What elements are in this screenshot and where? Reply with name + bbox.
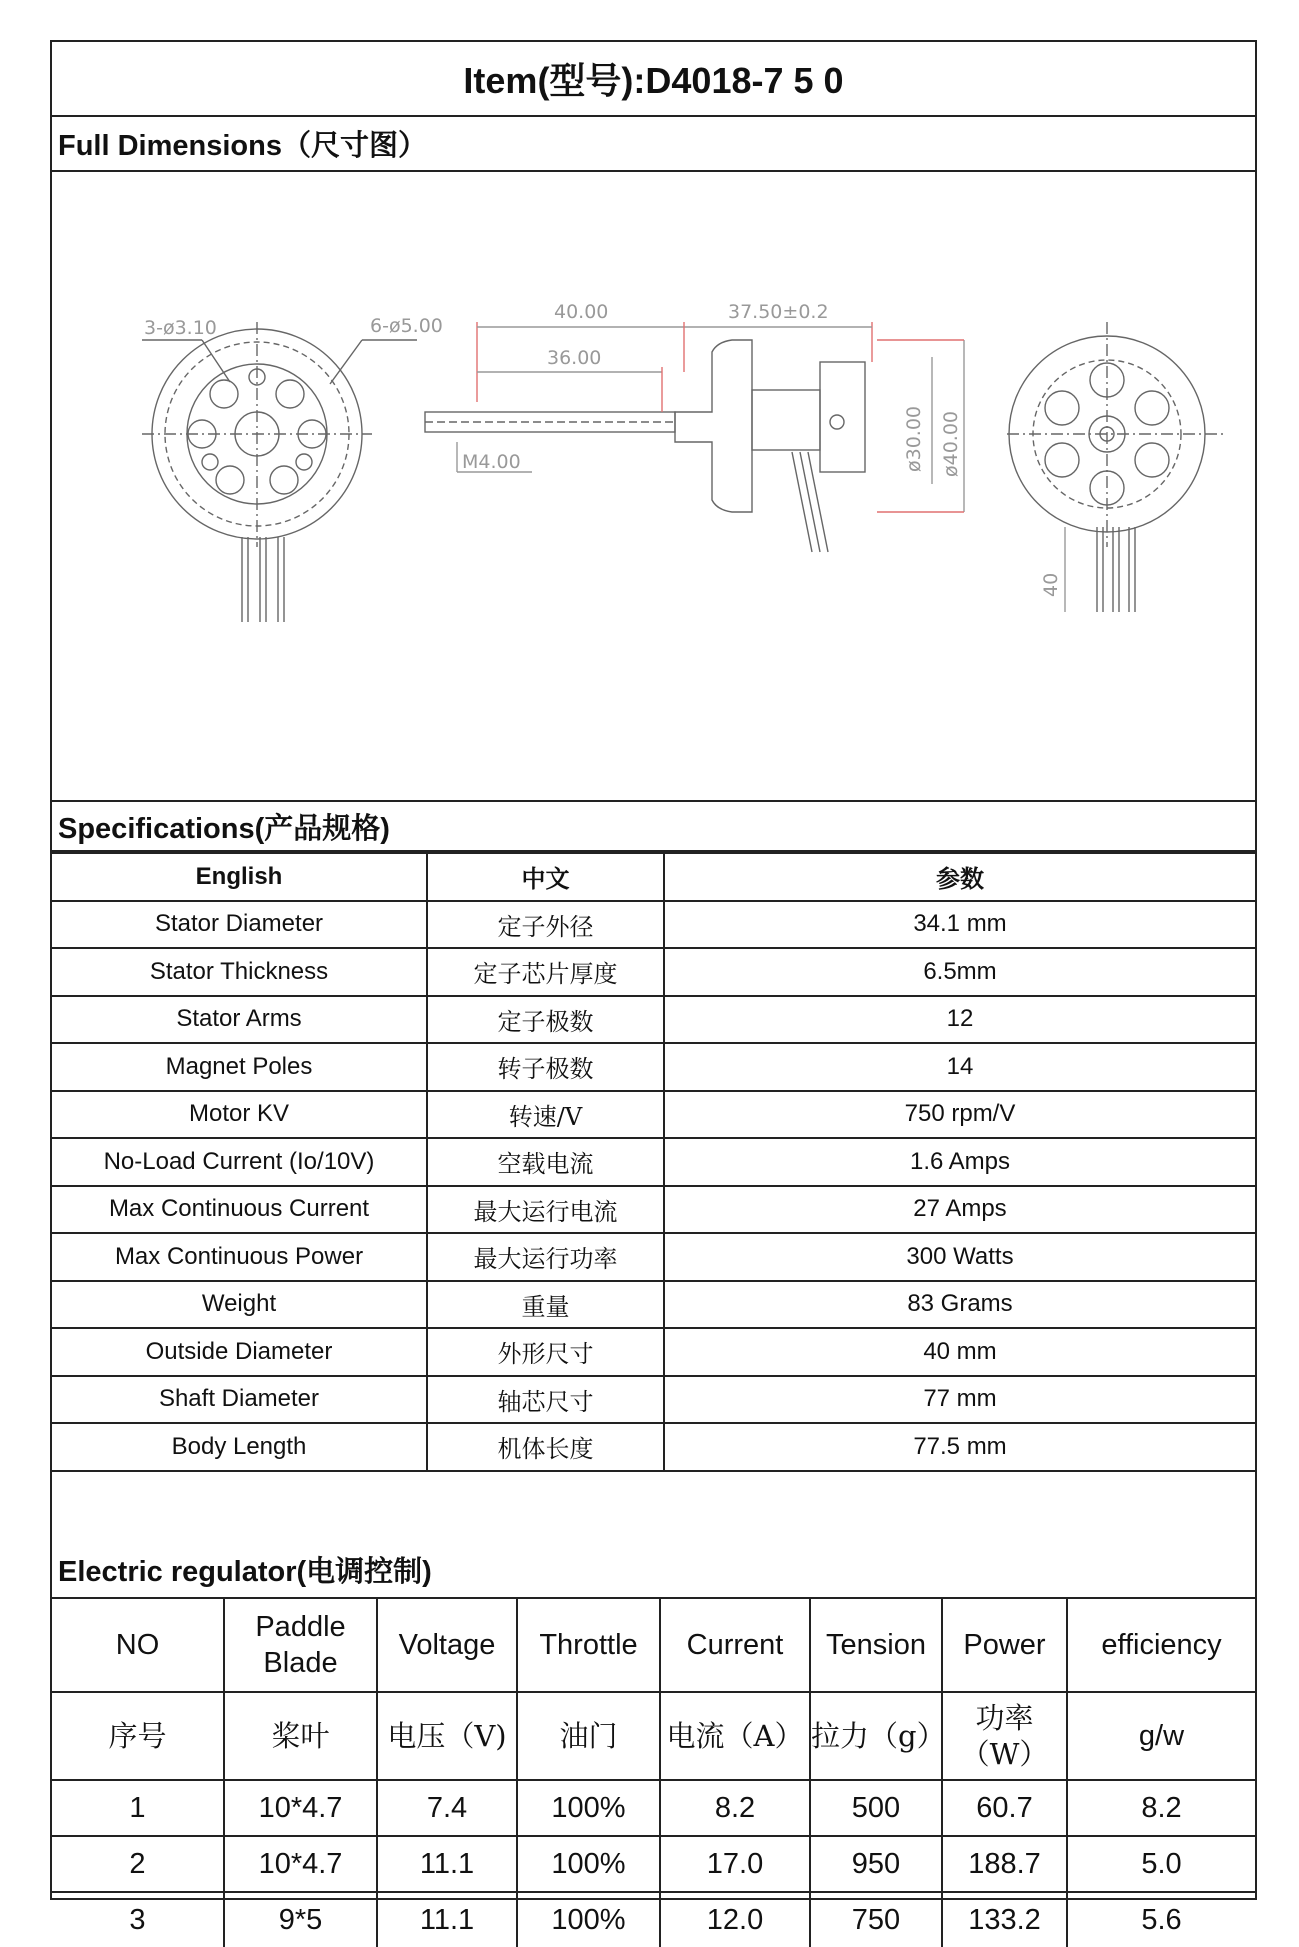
table-row	[52, 1780, 1255, 1836]
spec-chinese: 转子极数	[427, 1043, 664, 1091]
label-length-3750: 37.50±0.2	[728, 301, 829, 323]
spec-english: Magnet Poles	[52, 1043, 427, 1091]
col-throttle-cn: 油门	[517, 1692, 660, 1780]
col-tension-cn: 拉力（g）	[810, 1692, 942, 1780]
label-large-holes: 6-ø5.00	[370, 315, 443, 337]
cell-voltage: 11.1	[377, 1892, 517, 1947]
table-row	[52, 1043, 1255, 1091]
spec-english: Stator Diameter	[52, 901, 427, 949]
spec-english: No-Load Current (Io/10V)	[52, 1138, 427, 1186]
spec-value: 40 mm	[664, 1328, 1255, 1376]
item-title	[52, 42, 1255, 117]
regulator-header-row-en	[52, 1598, 1255, 1692]
table-row	[52, 1138, 1255, 1186]
label-small-holes: 3-ø3.10	[144, 317, 217, 339]
cell-throttle: 100%	[517, 1836, 660, 1892]
cell-power: 60.7	[942, 1780, 1067, 1836]
table-row	[52, 901, 1255, 949]
specifications-heading-text: Specifications(产品规格)	[58, 812, 390, 845]
specifications-heading	[52, 802, 1255, 852]
spec-english: Max Continuous Current	[52, 1186, 427, 1234]
table-row	[52, 1836, 1255, 1892]
regulator-header-row-cn	[52, 1692, 1255, 1780]
regulator-table	[52, 1597, 1255, 1947]
spec-english: Weight	[52, 1281, 427, 1329]
col-power: Power	[942, 1598, 1067, 1692]
table-row	[52, 1376, 1255, 1424]
spec-english: Stator Thickness	[52, 948, 427, 996]
dimensions-heading	[52, 117, 1255, 172]
spec-value: 1.6 Amps	[664, 1138, 1255, 1186]
cell-voltage: 7.4	[377, 1780, 517, 1836]
cell-tension: 950	[810, 1836, 942, 1892]
regulator-heading	[52, 1542, 1255, 1597]
item-title-text: Item(型号):D4018-7 5 0	[463, 60, 844, 101]
spec-sheet	[50, 40, 1257, 1936]
cell-current: 17.0	[660, 1836, 810, 1892]
cell-no: 3	[52, 1892, 224, 1947]
rotor-bell	[675, 340, 752, 512]
table-row	[52, 948, 1255, 996]
col-power-cn: 功率（W）	[942, 1692, 1067, 1780]
spec-chinese: 定子外径	[427, 901, 664, 949]
spec-value: 6.5mm	[664, 948, 1255, 996]
dimension-drawing	[52, 172, 1255, 802]
col-efficiency: efficiency	[1067, 1598, 1255, 1692]
label-length-40: 40.00	[554, 301, 609, 323]
spec-english: Motor KV	[52, 1091, 427, 1139]
col-tension: Tension	[810, 1598, 942, 1692]
cell-efficiency: 5.0	[1067, 1836, 1255, 1892]
spec-value: 34.1 mm	[664, 901, 1255, 949]
cell-no: 1	[52, 1780, 224, 1836]
spec-english: Outside Diameter	[52, 1328, 427, 1376]
cell-power: 188.7	[942, 1836, 1067, 1892]
col-voltage-cn: 电压（V)	[377, 1692, 517, 1780]
large-hole-6	[270, 466, 298, 494]
cell-power: 133.2	[942, 1892, 1067, 1947]
spec-col-chinese: 中文	[427, 853, 664, 901]
spec-value: 750 rpm/V	[664, 1091, 1255, 1139]
spec-value: 300 Watts	[664, 1233, 1255, 1281]
cell-tension: 500	[810, 1780, 942, 1836]
col-paddle-blade: Paddle Blade	[224, 1598, 377, 1692]
spec-chinese: 定子极数	[427, 996, 664, 1044]
cell-efficiency: 5.6	[1067, 1892, 1255, 1947]
spec-value: 77 mm	[664, 1376, 1255, 1424]
spec-english: Stator Arms	[52, 996, 427, 1044]
spec-col-english: English	[52, 853, 427, 901]
spec-header-row	[52, 853, 1255, 901]
large-hole-5	[216, 466, 244, 494]
cell-current: 8.2	[660, 1780, 810, 1836]
table-row	[52, 1091, 1255, 1139]
dimensions-heading-text: Full Dimensions（尺寸图）	[58, 130, 427, 162]
label-dia-40: ø40.00	[940, 410, 962, 477]
col-voltage: Voltage	[377, 1598, 517, 1692]
spec-value: 12	[664, 996, 1255, 1044]
table-row	[52, 996, 1255, 1044]
spec-col-value: 参数	[664, 853, 1255, 901]
cell-paddle: 10*4.7	[224, 1836, 377, 1892]
cell-tension: 750	[810, 1892, 942, 1947]
table-row	[52, 1233, 1255, 1281]
col-no: NO	[52, 1598, 224, 1692]
table-row	[52, 1186, 1255, 1234]
col-no-cn: 序号	[52, 1692, 224, 1780]
label-dia-30: ø30.00	[903, 405, 925, 472]
spec-chinese: 外形尺寸	[427, 1328, 664, 1376]
spec-chinese: 轴芯尺寸	[427, 1376, 664, 1424]
spec-chinese: 定子芯片厚度	[427, 948, 664, 996]
col-current-cn: 电流（A）	[660, 1692, 810, 1780]
cell-throttle: 100%	[517, 1780, 660, 1836]
spec-chinese: 最大运行电流	[427, 1186, 664, 1234]
table-row	[52, 1423, 1255, 1471]
spec-value: 27 Amps	[664, 1186, 1255, 1234]
motor-drawing-svg	[52, 172, 1255, 800]
cell-throttle: 100%	[517, 1892, 660, 1947]
cell-paddle: 10*4.7	[224, 1780, 377, 1836]
cell-no: 2	[52, 1836, 224, 1892]
spec-chinese: 转速/V	[427, 1091, 664, 1139]
table-row	[52, 1328, 1255, 1376]
spec-chinese: 空载电流	[427, 1138, 664, 1186]
cell-current: 12.0	[660, 1892, 810, 1947]
regulator-heading-text: Electric regulator(电调控制)	[58, 1556, 432, 1588]
col-paddle-blade-cn: 桨叶	[224, 1692, 377, 1780]
spec-english: Shaft Diameter	[52, 1376, 427, 1424]
cell-paddle: 9*5	[224, 1892, 377, 1947]
col-throttle: Throttle	[517, 1598, 660, 1692]
spec-value: 83 Grams	[664, 1281, 1255, 1329]
table-row	[52, 1281, 1255, 1329]
large-hole-2	[276, 380, 304, 408]
spec-value: 14	[664, 1043, 1255, 1091]
cell-efficiency: 8.2	[1067, 1780, 1255, 1836]
cell-voltage: 11.1	[377, 1836, 517, 1892]
specifications-table	[52, 852, 1255, 1472]
col-current: Current	[660, 1598, 810, 1692]
spec-english: Max Continuous Power	[52, 1233, 427, 1281]
spec-chinese: 最大运行功率	[427, 1233, 664, 1281]
small-hole-2	[202, 454, 218, 470]
spec-value: 77.5 mm	[664, 1423, 1255, 1471]
stator-body	[752, 390, 820, 450]
spec-english: Body Length	[52, 1423, 427, 1471]
spec-chinese: 机体长度	[427, 1423, 664, 1471]
small-hole-3	[296, 454, 312, 470]
col-efficiency-cn: g/w	[1067, 1692, 1255, 1780]
spec-chinese: 重量	[427, 1281, 664, 1329]
large-hole-1	[210, 380, 238, 408]
label-length-36: 36.00	[547, 347, 602, 369]
label-wire-40: 40	[1040, 572, 1062, 597]
label-thread: M4.00	[462, 451, 521, 473]
